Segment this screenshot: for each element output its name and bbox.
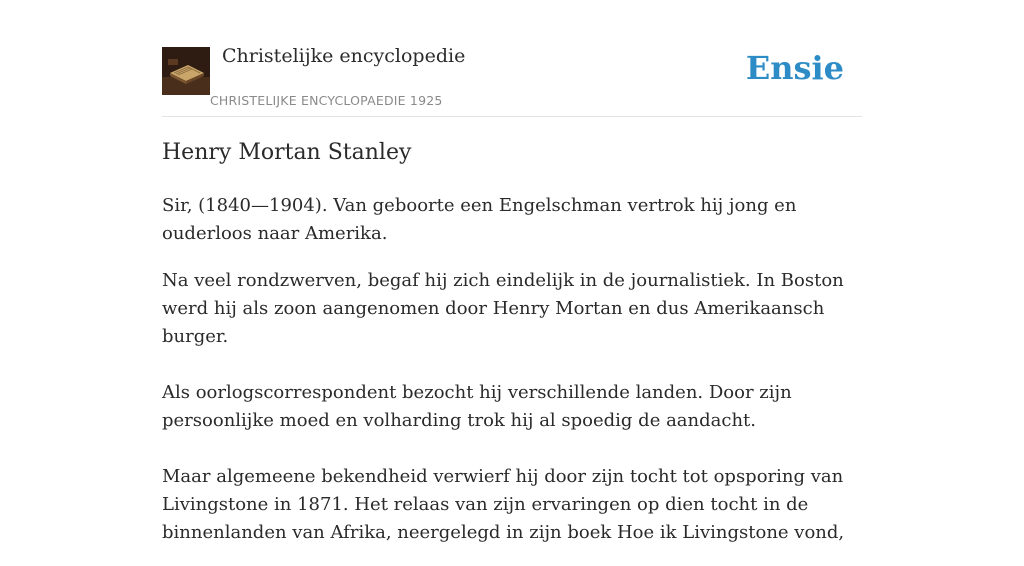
article-body: [162, 192, 862, 566]
article-paragraph: Na veel rondzwerven, begaf hij zich eindelijk in de journalistiek. In Boston werd hij als zoon aangenomen door Henry Mortan en dus Amerikaansch burger.: [162, 270, 844, 347]
publication-subtitle: CHRISTELIJKE ENCYCLOPAEDIE 1925: [210, 93, 443, 108]
publication-title[interactable]: Christelijke encyclopedie: [222, 45, 466, 67]
book-icon[interactable]: [162, 47, 210, 95]
article-paragraph: Sir, (1840—1904). Van geboorte een Engelschman vertrok hij jong en ouderloos naar Amerika.: [162, 195, 797, 244]
page-content: [162, 0, 862, 543]
brand-logo[interactable]: Ensie: [745, 49, 844, 87]
article-paragraph: Maar algemeene bekendheid verwierf hij door zijn tocht tot opsporing van Livingstone in 1871. Het relaas van zijn ervaringen op dien tocht in de binnenlanden van Afrika, neergelegd in zijn boek Hoe ik Livingstone vond,: [162, 466, 845, 543]
article-title: Henry Mortan Stanley: [162, 140, 412, 165]
article-paragraph: Als oorlogscorrespondent bezocht hij verschillende landen. Door zijn persoonlijke moed en volharding trok hij al spoedig de aandacht.: [162, 382, 792, 431]
publication-header: [162, 0, 862, 117]
